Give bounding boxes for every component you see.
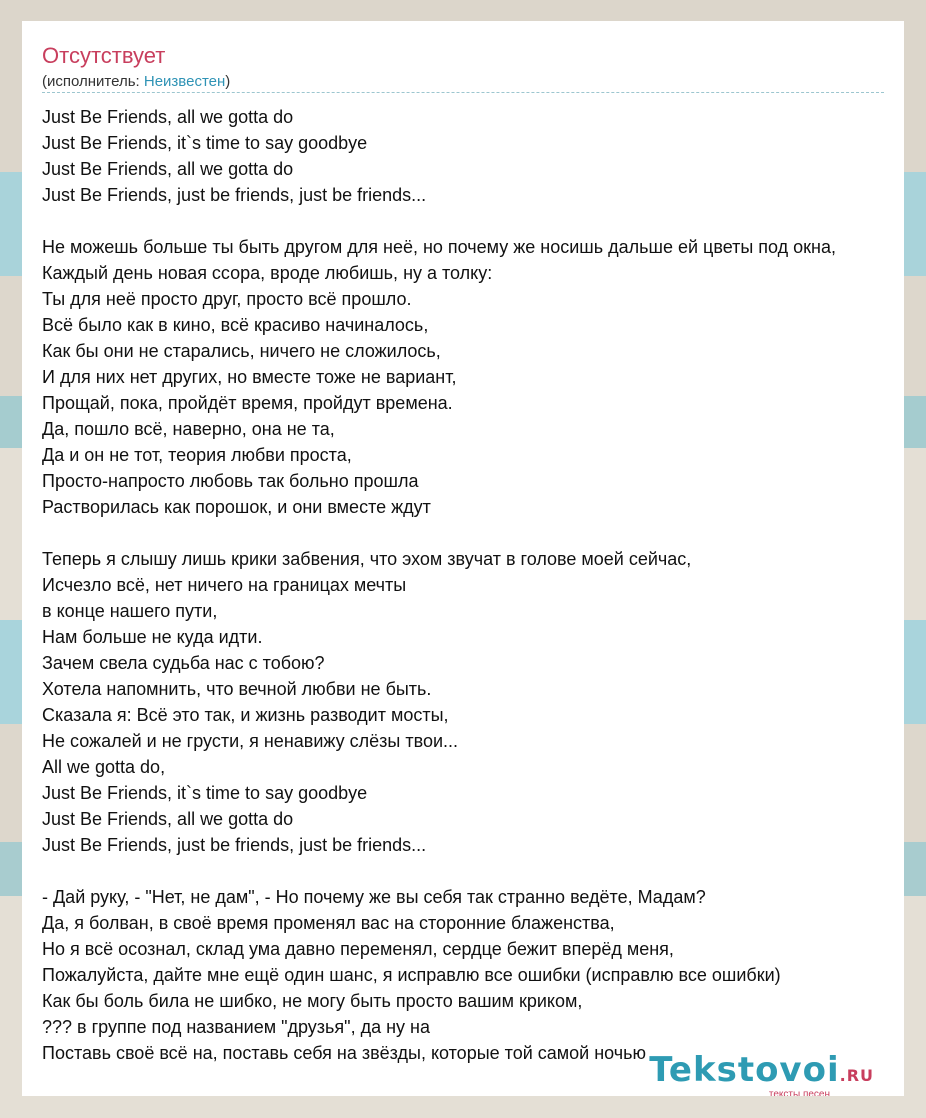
lyric-line: Не сожалей и не грусти, я ненавижу слёзы твои... [42, 731, 459, 751]
lyric-line: Да и он не тот, теория любви проста, [42, 445, 352, 465]
song-title: Отсутствует [42, 43, 166, 68]
artist-line [42, 73, 230, 90]
lyric-line: Как бы они не старались, ничего не сложилось, [42, 341, 441, 361]
lyric-line: Просто-напросто любовь так больно прошла [42, 471, 419, 491]
title-divider [42, 92, 884, 93]
lyric-line: - Дай руку, - "Нет, не дам", - Но почему же вы себя так странно ведёте, Мадам? [42, 887, 706, 907]
lyric-line: Да, я болван, в своё время променял вас на сторонние блаженства, [42, 913, 615, 933]
lyric-line: Just Be Friends, it`s time to say goodbye [42, 133, 368, 153]
site-logo[interactable] [649, 1050, 874, 1096]
lyric-line: Поставь своё всё на, поставь себя на звёзды, которые той самой ночью [42, 1043, 647, 1063]
lyric-line: Хотела напомнить, что вечной любви не быть. [42, 679, 432, 699]
lyric-line: Растворилась как порошок, и они вместе ждут [42, 497, 431, 517]
lyric-line: Just Be Friends, it`s time to say goodbye [42, 783, 368, 803]
logo-name: Tekstovoi [649, 1050, 840, 1090]
lyric-line: All we gotta do, [42, 757, 166, 777]
lyric-line: Just Be Friends, all we gotta do [42, 809, 294, 829]
lyric-line [42, 208, 904, 234]
lyric-line: Не можешь больше ты быть другом для неё, но почему же носишь дальше ей цветы под окна, [42, 237, 837, 257]
logo-tagline: тексты песен [768, 1089, 830, 1096]
lyrics-text [42, 104, 904, 1066]
artist-prefix: (исполнитель: [42, 73, 144, 90]
lyric-line: Всё было как в кино, всё красиво начиналось, [42, 315, 429, 335]
lyric-line: Сказала я: Всё это так, и жизнь разводит мосты, [42, 705, 449, 725]
lyric-line: Да, пошло всё, наверно, она не та, [42, 419, 335, 439]
lyric-line [42, 858, 904, 884]
lyrics-card [22, 21, 904, 1096]
lyric-line: Каждый день новая ссора, вроде любишь, ну а толку: [42, 263, 493, 283]
lyric-line: Just Be Friends, just be friends, just be friends... [42, 835, 427, 855]
lyric-line: Нам больше не куда идти. [42, 627, 263, 647]
logo-wordmark [649, 1050, 874, 1090]
lyric-line: ??? в группе под названием "друзья", да ну на [42, 1017, 430, 1037]
lyric-line: Just Be Friends, all we gotta do [42, 107, 294, 127]
logo-tld: .RU [839, 1066, 874, 1085]
lyric-line: И для них нет других, но вместе тоже не вариант, [42, 367, 457, 387]
artist-link[interactable]: Неизвестен [143, 73, 226, 90]
lyric-line: Зачем свела судьба нас с тобою? [42, 653, 325, 673]
lyric-line: Теперь я слышу лишь крики забвения, что эхом звучат в голове моей сейчас, [42, 549, 692, 569]
lyric-line: Just Be Friends, all we gotta do [42, 159, 294, 179]
lyric-line: в конце нашего пути, [42, 601, 218, 621]
lyric-line: Но я всё осознал, склад ума давно переменял, сердце бежит вперёд меня, [42, 939, 674, 959]
lyric-line: Ты для неё просто друг, просто всё прошло. [42, 289, 412, 309]
lyric-line: Исчезло всё, нет ничего на границах мечты [42, 575, 407, 595]
lyric-line: Как бы боль била не шибко, не могу быть просто вашим криком, [42, 991, 583, 1011]
lyric-line: Прощай, пока, пройдёт время, пройдут времена. [42, 393, 453, 413]
lyric-line: Пожалуйста, дайте мне ещё один шанс, я исправлю все ошибки (исправлю все ошибки) [42, 965, 781, 985]
lyric-line: Just Be Friends, just be friends, just be friends... [42, 185, 427, 205]
lyric-line [42, 520, 904, 546]
artist-suffix: ) [225, 73, 231, 90]
